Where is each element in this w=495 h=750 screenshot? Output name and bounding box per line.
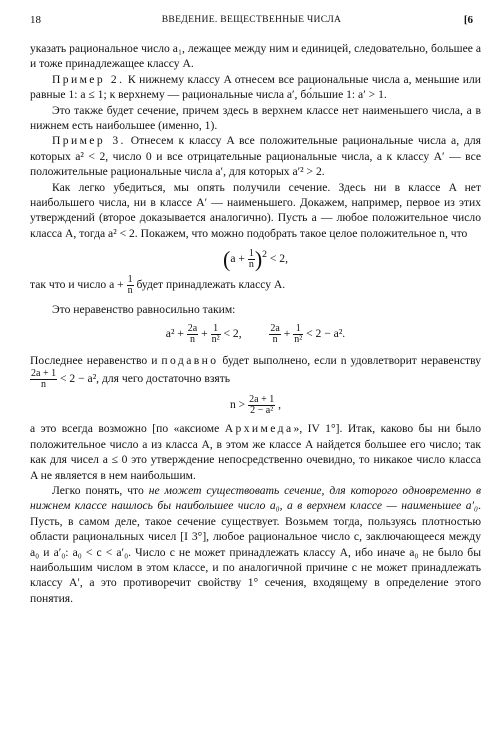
p6-text-b: будет принадлежать классу A. bbox=[133, 278, 286, 292]
formula-1-exponent: 2 bbox=[262, 249, 267, 261]
page-body bbox=[30, 41, 481, 606]
paragraph-10 bbox=[30, 483, 481, 606]
p9-text-b: », IV 1°]. Итак, каково бы ни было положительное число a из класса A, в этом же классе A найдется большее его число; так как для чисел a ≤ 0 это утверждение непосредственно очевидно, то никакое число класса A не является в нем наибольшим. bbox=[30, 422, 481, 482]
paragraph-8 bbox=[30, 352, 481, 390]
formula-3-fraction bbox=[248, 395, 275, 416]
fraction-denominator: n² bbox=[294, 334, 303, 346]
section-number: [6 bbox=[463, 14, 473, 26]
p8-text-b: будет выполнено, если n удовлетворит неравенству bbox=[218, 354, 481, 368]
example-2-text: К нижнему классу A отнесем все рациональные числа a, меньшие или равные 1: a ≤ 1; к верхнему — рациональные числа a′, бо́льшие 1: a′ > 1. bbox=[30, 72, 481, 102]
p6-fraction bbox=[127, 275, 134, 296]
p6-text-a: так что и число bbox=[30, 278, 110, 292]
formula-2-frac-a bbox=[187, 324, 198, 345]
formula-3 bbox=[30, 395, 481, 416]
formula-2-rhs-1: < 2, bbox=[220, 327, 242, 341]
fraction-denominator: 2 − a² bbox=[250, 405, 274, 417]
fraction-denominator: n bbox=[127, 284, 133, 296]
fraction-denominator: n² bbox=[211, 334, 220, 346]
example-3-label: Пример 3. bbox=[52, 134, 126, 148]
fraction-numerator: 2a + 1 bbox=[31, 368, 57, 380]
fraction-numerator: 1 bbox=[295, 323, 301, 335]
formula-1-lparen: ( bbox=[223, 246, 231, 272]
formula-1-rparen: ) bbox=[254, 246, 263, 272]
formula-3-n: n > bbox=[229, 398, 249, 412]
fraction-numerator: 1 bbox=[213, 323, 219, 335]
running-title: ВВЕДЕНИЕ. ВЕЩЕСТВЕННЫЕ ЧИСЛА bbox=[161, 14, 342, 25]
fraction-denominator: n bbox=[187, 334, 198, 345]
formula-2-plus-2: + bbox=[280, 327, 294, 341]
formula-2-frac-b bbox=[211, 324, 221, 345]
formula-2-frac-c bbox=[269, 324, 280, 345]
example-3-text: Отнесем к классу A все положительные рациональные числа a, для которых a² < 2, число 0 и все отрицательные рациональные числа, а к классу A′ — все положительные рациональные числа a′, для которых a′² > 2. bbox=[30, 134, 481, 179]
p9-spaced: Архимеда bbox=[224, 422, 294, 436]
example-2-label: Пример 2. bbox=[52, 72, 125, 86]
fraction-numerator: 2a + 1 bbox=[249, 394, 275, 406]
p10-text-b: . Пусть, в самом деле, такое сечение существует. Возьмем тогда, пользуясь плотностью области рациональных чисел [I 3°], любое рациональное число c, заключающееся между a₀ и a′₀: a₀ < c < a′₀. Число c не может принадлежать классу A, ибо иначе a₀ не было бы наибольшим числом в этом классе, и по аналогичной причине c не может принадлежать классу A′, а это противоречит свойству 1° сечения, входящему в определение этого понятия. bbox=[30, 499, 481, 605]
paragraph-6 bbox=[30, 275, 481, 296]
example-2 bbox=[30, 72, 481, 103]
formula-3-tail: , bbox=[275, 398, 281, 412]
formula-1 bbox=[30, 247, 481, 270]
p8-text-a: Последнее неравенство и bbox=[30, 354, 162, 368]
formula-2-plus: + bbox=[198, 327, 211, 341]
running-header bbox=[30, 14, 473, 28]
example-3 bbox=[30, 133, 481, 179]
formula-2-rhs-2: < 2 − a². bbox=[303, 327, 346, 341]
p8-spaced: подавно bbox=[161, 354, 219, 368]
p8-inequality: < 2 − a² bbox=[57, 372, 97, 386]
paragraph-7: Это неравенство равносильно таким: bbox=[52, 302, 236, 316]
fraction-numerator: 1 bbox=[127, 273, 133, 285]
p10-text-a: Легко понять, что bbox=[52, 484, 149, 498]
formula-1-fraction bbox=[248, 249, 255, 270]
fraction-numerator: 1 bbox=[248, 247, 254, 259]
p6-expr: a + bbox=[109, 278, 127, 292]
formula-2-frac-d bbox=[293, 324, 303, 345]
p8-text-c: , для чего достаточно взять bbox=[96, 372, 231, 386]
fraction-numerator: 2a bbox=[187, 323, 198, 335]
fraction-denominator: n bbox=[248, 258, 254, 270]
formula-1-a: a + bbox=[230, 252, 248, 266]
fraction-denominator: n bbox=[269, 334, 280, 345]
formula-2 bbox=[30, 324, 481, 345]
p9-text-a: а это всегда возможно [по «аксиоме bbox=[30, 422, 225, 436]
fraction-numerator: 2a bbox=[270, 323, 280, 335]
paragraph-9 bbox=[30, 421, 481, 483]
paragraph-5: Как легко убедиться, мы опять получили сечение. Здесь ни в классе A нет наибольшего числа, ни в классе A′ — наименьшего. Докажем, например, первое из этих утверждений (второе доказывается аналогично). Пусть a — любое положительное число класса A, тогда a² < 2. Покажем, что можно подобрать такое целое положительное n, что bbox=[30, 180, 481, 240]
page-number: 18 bbox=[30, 14, 41, 26]
p8-fraction bbox=[30, 369, 57, 390]
formula-2-a: a² + bbox=[165, 327, 187, 341]
paragraph-1: указать рациональное число a₁, лежащее между ним и единицей, следовательно, большее a и тоже принадлежащее классу A. bbox=[30, 42, 481, 71]
p10-italic: не может существовать сечение, для которого одновременно в нижнем классе нашлось бы наибольшее число a₀, а в верхнем классе — наименьшее a′₀ bbox=[30, 484, 481, 513]
paragraph-3: Это также будет сечение, причем здесь в верхнем классе нет наименьшего числа, а в нижнем есть наибольшее (именно, 1). bbox=[30, 103, 481, 133]
formula-1-rhs: < 2, bbox=[266, 252, 288, 266]
fraction-denominator: n bbox=[30, 379, 57, 390]
